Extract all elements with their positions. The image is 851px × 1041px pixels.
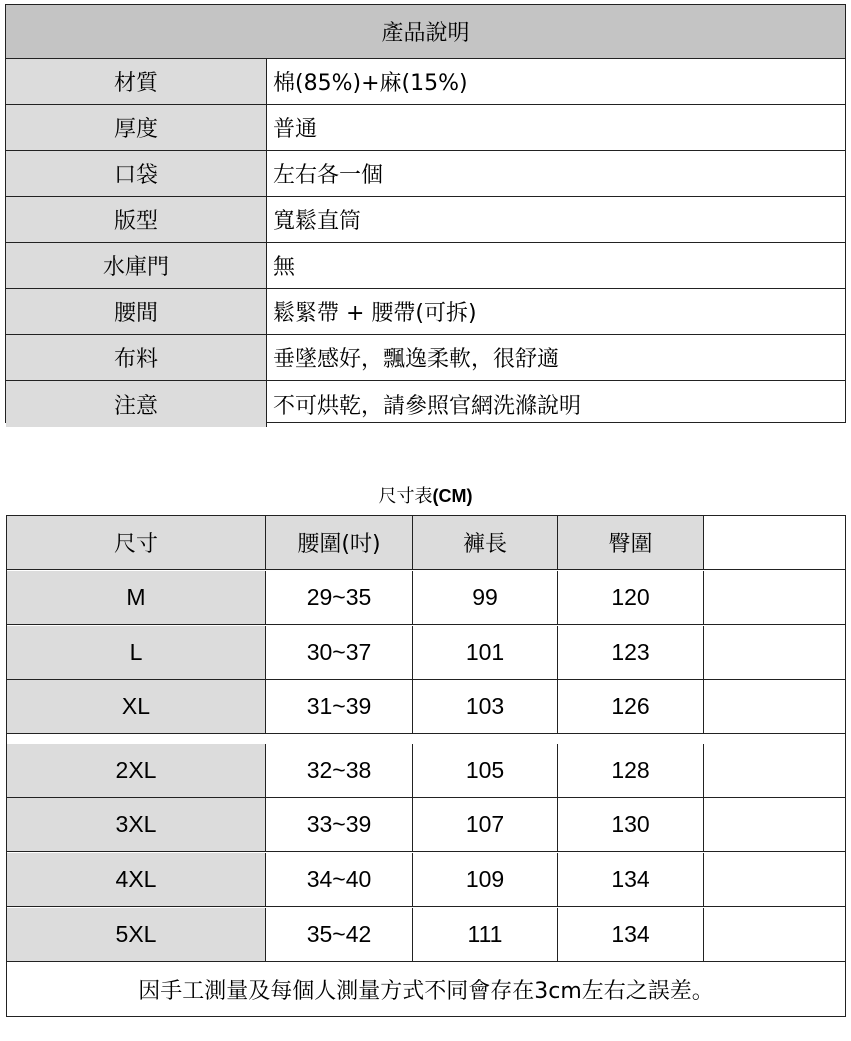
description-title: 產品說明 [6, 5, 845, 59]
description-row [6, 151, 845, 197]
header-waist: 腰圍(吋) [266, 516, 413, 569]
header-hip: 臀圍 [558, 516, 704, 569]
size-chart-title-main: 尺寸表 [378, 486, 433, 507]
description-label: 水庫門 [6, 243, 267, 288]
description-row [6, 335, 845, 381]
length-cell: 111 [413, 908, 558, 961]
size-row [7, 908, 845, 962]
blank-cell [704, 744, 845, 797]
description-row [6, 197, 845, 243]
description-label: 腰間 [6, 289, 267, 334]
waist-cell: 31~39 [266, 680, 413, 733]
description-value: 無 [273, 255, 296, 280]
header-blank [704, 516, 845, 569]
size-header-row [7, 516, 845, 570]
description-label: 布料 [6, 335, 267, 380]
size-chart-table [6, 515, 846, 1017]
description-label: 材質 [6, 59, 267, 104]
blank-cell [704, 571, 845, 624]
length-cell: 99 [413, 571, 558, 624]
blank-cell [704, 680, 845, 733]
length-cell: 105 [413, 744, 558, 797]
length-cell: 107 [413, 798, 558, 851]
description-value: 垂墜感好，飄逸柔軟，很舒適 [273, 347, 560, 372]
size-cell: XL [7, 680, 266, 733]
blank-cell [704, 908, 845, 961]
size-cell: 2XL [7, 744, 266, 797]
description-label: 版型 [6, 197, 267, 242]
description-label: 口袋 [6, 151, 267, 196]
size-cell: M [7, 571, 266, 624]
size-row [7, 798, 845, 852]
hip-cell: 128 [558, 744, 704, 797]
waist-cell: 34~40 [266, 853, 413, 906]
length-cell: 103 [413, 680, 558, 733]
waist-cell: 32~38 [266, 744, 413, 797]
size-row [7, 626, 845, 680]
length-cell: 109 [413, 853, 558, 906]
hip-cell: 130 [558, 798, 704, 851]
size-row [7, 571, 845, 625]
product-description-table [5, 4, 846, 423]
description-value: 棉(85%)+麻(15%) [273, 71, 468, 96]
description-row [6, 243, 845, 289]
size-chart-title-unit: (CM) [432, 486, 473, 506]
blank-cell [704, 626, 845, 679]
size-cell: 3XL [7, 798, 266, 851]
size-row [7, 853, 845, 907]
length-cell: 101 [413, 626, 558, 679]
description-row [6, 289, 845, 335]
hip-cell: 126 [558, 680, 704, 733]
waist-cell: 35~42 [266, 908, 413, 961]
hip-cell: 134 [558, 853, 704, 906]
waist-cell: 30~37 [266, 626, 413, 679]
size-cell: L [7, 626, 266, 679]
blank-cell [704, 798, 845, 851]
size-row [7, 744, 845, 798]
description-value: 普通 [273, 117, 318, 142]
waist-cell: 33~39 [266, 798, 413, 851]
description-value: 不可烘乾，請參照官網洗滌說明 [273, 393, 582, 419]
description-row [6, 59, 845, 105]
size-chart-title [0, 482, 851, 508]
size-cell: 4XL [7, 853, 266, 906]
size-row [7, 680, 845, 734]
description-label: 注意 [6, 381, 267, 427]
description-value: 鬆緊帶 + 腰帶(可拆) [273, 301, 477, 326]
measurement-note: 因手工測量及每個人測量方式不同會存在3cm左右之誤差。 [138, 979, 714, 1004]
hip-cell: 120 [558, 571, 704, 624]
description-label: 厚度 [6, 105, 267, 150]
description-value: 左右各一個 [273, 163, 384, 188]
header-size: 尺寸 [7, 516, 266, 569]
description-row [6, 105, 845, 151]
hip-cell: 123 [558, 626, 704, 679]
description-value: 寬鬆直筒 [273, 209, 362, 234]
description-row [6, 381, 845, 427]
size-cell: 5XL [7, 908, 266, 961]
waist-cell: 29~35 [266, 571, 413, 624]
header-length: 褲長 [413, 516, 558, 569]
blank-cell [704, 853, 845, 906]
hip-cell: 134 [558, 908, 704, 961]
